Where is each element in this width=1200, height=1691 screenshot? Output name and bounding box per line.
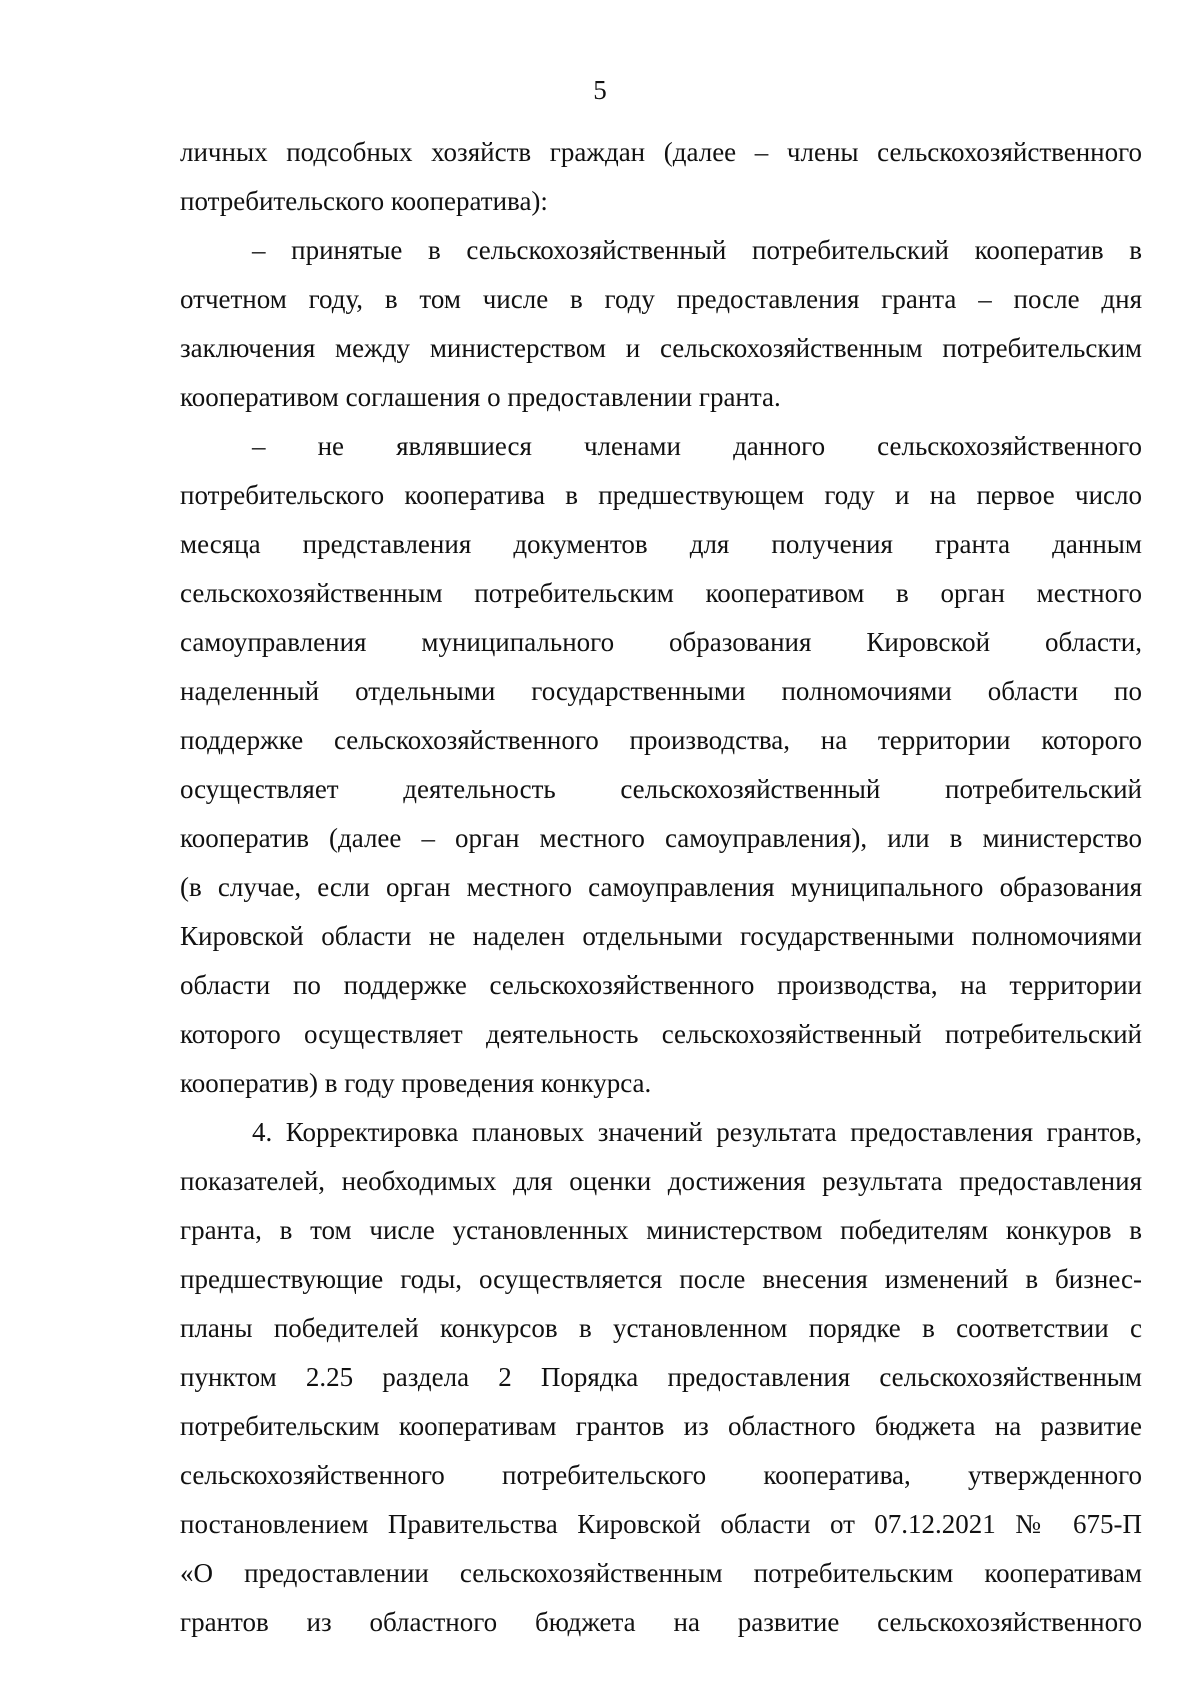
document-body — [180, 128, 1142, 1647]
text-line: самоуправления муниципального образования Кировской области, — [180, 627, 1142, 657]
text-line: отчетном году, в том числе в году предоставления гранта – после дня — [180, 284, 1142, 314]
text-line: потребительского кооператива): — [180, 186, 548, 216]
text-line: сельскохозяйственного потребительского кооператива, утвержденного — [180, 1460, 1142, 1490]
text-line: заключения между министерством и сельскохозяйственным потребительским — [180, 333, 1142, 363]
text-line: предшествующие годы, осуществляется после внесения изменений в бизнес- — [180, 1264, 1142, 1294]
text-line: осуществляет деятельность сельскохозяйственный потребительский — [180, 774, 1142, 804]
text-line: Кировской области не наделен отдельными государственными полномочиями — [180, 921, 1142, 951]
text-line: планы победителей конкурсов в установленном порядке в соответствии с — [180, 1313, 1142, 1343]
text-line: грантов из областного бюджета на развитие сельскохозяйственного — [180, 1607, 1142, 1637]
text-line: 4. Корректировка плановых значений результата предоставления грантов, — [252, 1117, 1142, 1147]
text-line: – принятые в сельскохозяйственный потребительский кооператив в — [252, 235, 1142, 265]
text-line: личных подсобных хозяйств граждан (далее – члены сельскохозяйственного — [180, 137, 1142, 167]
text-line: которого осуществляет деятельность сельскохозяйственный потребительский — [180, 1019, 1142, 1049]
text-line: потребительского кооператива в предшествующем году и на первое число — [180, 480, 1142, 510]
text-line: сельскохозяйственным потребительским кооперативом в орган местного — [180, 578, 1142, 608]
text-line: «О предоставлении сельскохозяйственным потребительским кооперативам — [180, 1558, 1142, 1588]
page-number: 5 — [593, 75, 607, 105]
text-line: – не являвшиеся членами данного сельскохозяйственного — [252, 431, 1142, 461]
text-line: наделенный отдельными государственными полномочиями области по — [180, 676, 1142, 706]
text-line: (в случае, если орган местного самоуправления муниципального образования — [180, 872, 1142, 902]
text-line: показателей, необходимых для оценки достижения результата предоставления — [180, 1166, 1142, 1196]
text-line: кооперативом соглашения о предоставлении гранта. — [180, 382, 781, 412]
text-line: кооператив) в году проведения конкурса. — [180, 1068, 652, 1098]
text-line: области по поддержке сельскохозяйственного производства, на территории — [180, 970, 1142, 1000]
text-line: кооператив (далее – орган местного самоуправления), или в министерство — [180, 823, 1142, 853]
text-line: гранта, в том числе установленных министерством победителям конкуров в — [180, 1215, 1142, 1245]
text-line: постановлением Правительства Кировской области от 07.12.2021 № 675-П — [180, 1509, 1142, 1539]
text-line: месяца представления документов для получения гранта данным — [180, 529, 1142, 559]
text-line: поддержке сельскохозяйственного производства, на территории которого — [180, 725, 1142, 755]
text-line: пунктом 2.25 раздела 2 Порядка предоставления сельскохозяйственным — [180, 1362, 1142, 1392]
text-line: потребительским кооперативам грантов из областного бюджета на развитие — [180, 1411, 1142, 1441]
